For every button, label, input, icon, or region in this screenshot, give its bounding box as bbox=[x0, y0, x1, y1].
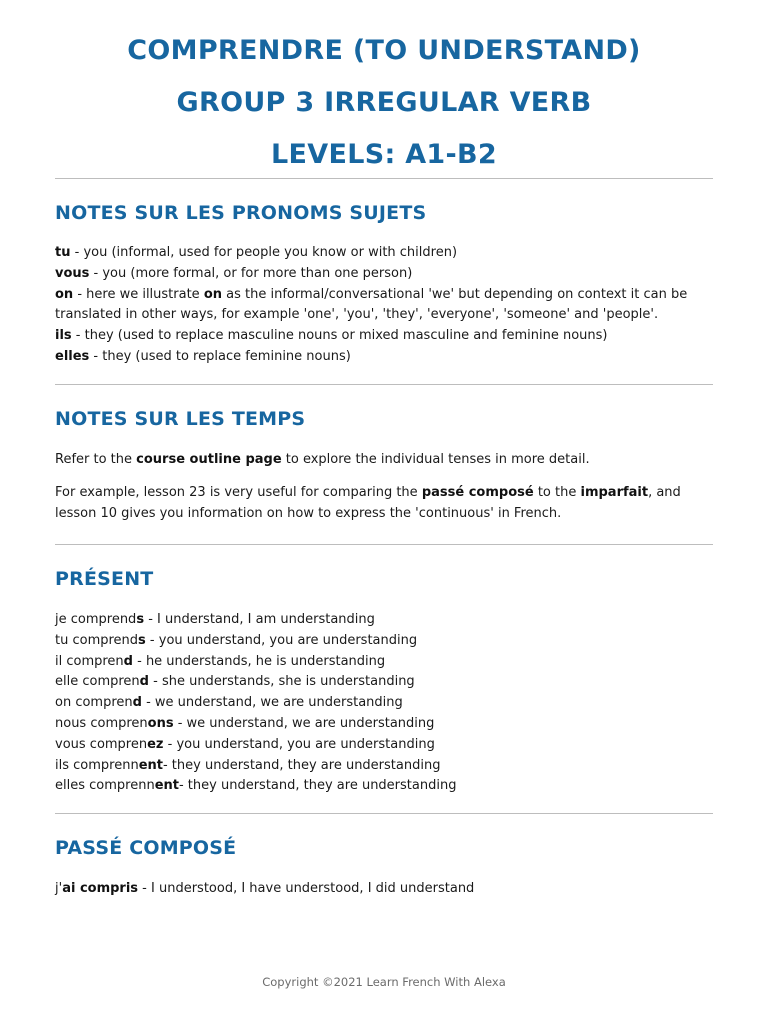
present-section bbox=[55, 545, 713, 813]
meaning: - she understands, she is understanding bbox=[148, 674, 415, 690]
term: on bbox=[55, 286, 74, 302]
meaning: - I understood, I have understood, I did understand bbox=[138, 881, 475, 896]
conjugation-row bbox=[55, 756, 713, 777]
text: lesson 10 gives you information on how to express the 'continuous' in French. bbox=[55, 506, 562, 521]
definition: - you (informal, used for people you know or with children) bbox=[70, 245, 458, 260]
passe-compose-row bbox=[55, 879, 713, 900]
definition: - they (used to replace feminine nouns) bbox=[89, 348, 351, 364]
ending: ez bbox=[147, 736, 164, 752]
text: to the bbox=[533, 485, 581, 500]
ending: ent bbox=[154, 778, 179, 794]
pronoun: j' bbox=[55, 881, 63, 896]
text: Refer to the bbox=[55, 452, 137, 467]
conjugation-row bbox=[55, 776, 713, 797]
meaning: - we understand, we are understanding bbox=[173, 715, 435, 731]
term: elles bbox=[55, 348, 90, 364]
term: ils bbox=[55, 328, 72, 344]
term: tu bbox=[55, 245, 71, 260]
text: to explore the individual tenses in more detail. bbox=[281, 452, 590, 467]
conjugation-row bbox=[55, 610, 713, 631]
title-line-levels: LEVELS: A1-B2 bbox=[271, 139, 497, 170]
stem: on compren bbox=[55, 695, 133, 711]
meaning: - you understand, you are understanding bbox=[145, 632, 418, 648]
course-outline-link[interactable]: course outline page bbox=[136, 452, 282, 467]
passe-compose-section bbox=[55, 814, 713, 900]
conjugation-row bbox=[55, 693, 713, 714]
pronoun-on bbox=[55, 285, 713, 306]
meaning: - they understand, they are understanding bbox=[178, 778, 457, 794]
term-imparfait: imparfait bbox=[580, 485, 649, 500]
definition: - they (used to replace masculine nouns or mixed masculine and feminine nouns) bbox=[71, 328, 608, 344]
footer-copyright: Copyright ©2021 Learn French With Alexa bbox=[262, 975, 506, 989]
meaning: - you understand, you are understanding bbox=[163, 736, 435, 752]
title-block bbox=[55, 0, 713, 178]
conjugation-row bbox=[55, 631, 713, 652]
ending: s bbox=[138, 632, 146, 648]
section-heading-pronouns: NOTES SUR LES PRONOMS SUJETS bbox=[55, 202, 427, 224]
definition: - you (more formal, or for more than one person) bbox=[89, 265, 413, 281]
definition: as the informal/conversational 'we' but depending on context it can be bbox=[222, 286, 688, 302]
text: For example, lesson 23 is very useful for comparing the bbox=[55, 485, 422, 500]
meaning: - we understand, we are understanding bbox=[141, 695, 403, 711]
conjugation-row bbox=[55, 652, 713, 673]
stem: je comprend bbox=[55, 612, 137, 627]
term-passe-compose: passé composé bbox=[421, 485, 534, 500]
tenses-paragraph-1 bbox=[55, 449, 713, 470]
stem: nous compren bbox=[55, 715, 148, 731]
ending: ons bbox=[147, 715, 174, 731]
stem: ils comprenn bbox=[55, 757, 139, 773]
pronoun-elles bbox=[55, 347, 713, 368]
section-heading-passe-compose: PASSÉ COMPOSÉ bbox=[55, 837, 237, 859]
ending: ent bbox=[138, 757, 163, 773]
tenses-paragraph-2 bbox=[55, 482, 713, 524]
tenses-section bbox=[55, 385, 713, 544]
conjugation-list bbox=[55, 610, 713, 797]
pronouns-section bbox=[55, 179, 713, 384]
conjugation-row bbox=[55, 735, 713, 756]
auxiliary-participle: ai compris bbox=[62, 881, 139, 896]
ending: d bbox=[123, 653, 133, 669]
term: vous bbox=[55, 265, 90, 281]
ending: d bbox=[139, 674, 149, 690]
title-line-group: GROUP 3 IRREGULAR VERB bbox=[176, 87, 592, 118]
conjugation-row bbox=[55, 714, 713, 735]
stem: vous compren bbox=[55, 736, 148, 752]
term-inline: on bbox=[203, 286, 223, 302]
ending: d bbox=[132, 695, 142, 711]
pronoun-ils bbox=[55, 326, 713, 347]
pronoun-vous bbox=[55, 264, 713, 285]
pronoun-on-continuation: translated in other ways, for example 'one', 'you', 'they', 'everyone', 'someone' and 'people'. bbox=[55, 307, 659, 323]
stem: elle compren bbox=[55, 674, 140, 690]
section-heading-tenses: NOTES SUR LES TEMPS bbox=[55, 408, 306, 430]
pronoun-tu bbox=[55, 243, 713, 264]
stem: il compren bbox=[55, 653, 124, 669]
meaning: - they understand, they are understanding bbox=[162, 757, 441, 773]
pronoun-list bbox=[55, 243, 713, 368]
title-line-verb: COMPRENDRE (TO UNDERSTAND) bbox=[127, 35, 641, 66]
stem: tu comprend bbox=[55, 632, 139, 648]
text: , and bbox=[648, 485, 681, 500]
conjugation-row bbox=[55, 672, 713, 693]
definition: - here we illustrate bbox=[73, 286, 204, 302]
meaning: - I understand, I am understanding bbox=[144, 612, 375, 627]
stem: elles comprenn bbox=[55, 778, 155, 794]
section-heading-present: PRÉSENT bbox=[55, 568, 154, 590]
ending: s bbox=[136, 612, 145, 627]
meaning: - he understands, he is understanding bbox=[132, 653, 386, 669]
